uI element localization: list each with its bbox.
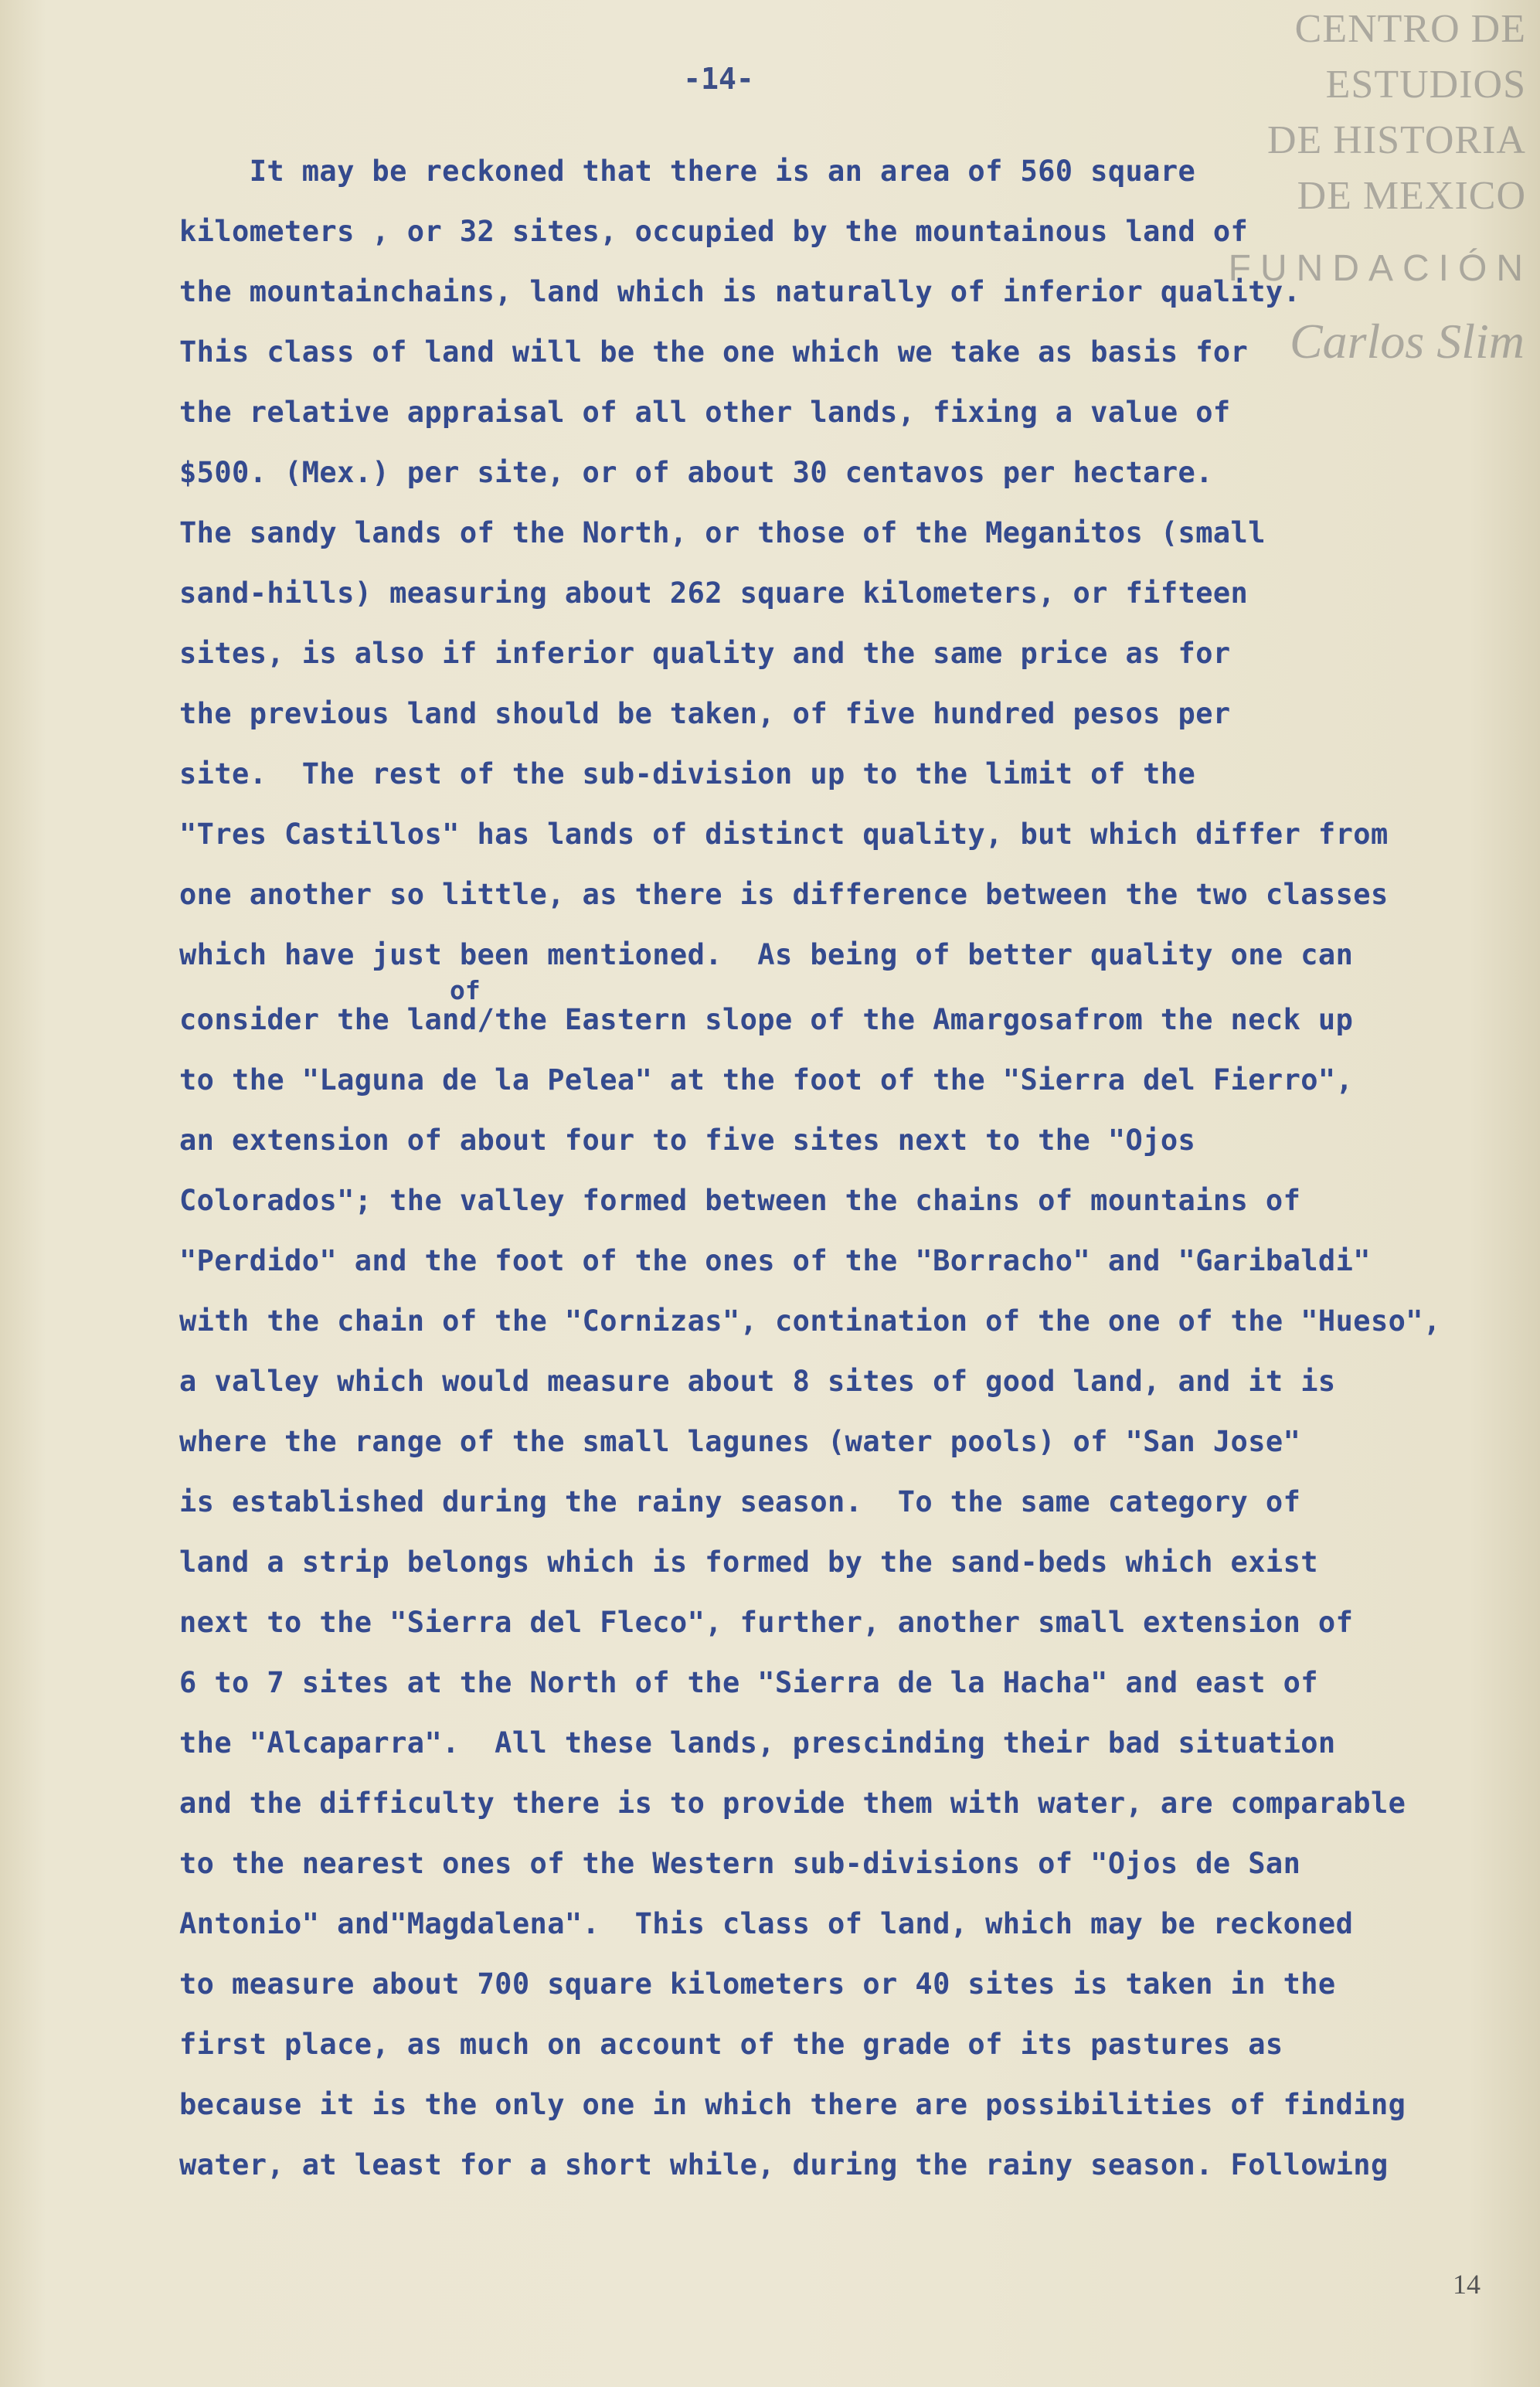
stamp-foundation: FUNDACIÓN [1228,248,1532,289]
text-line: which have just been mentioned. As being of better quality one can [179,938,1354,971]
text-line: with the chain of the "Cornizas", contination of the one of the "Hueso", [179,1304,1441,1338]
corner-page-number: 14 [1453,2269,1481,2300]
text-line: This class of land will be the one which we take as basis for [179,335,1249,369]
stamp-line: DE HISTORIA [1266,118,1526,162]
stamp-signature: Carlos Slim [1289,314,1525,369]
text-line: an extension of about four to five sites next to the "Ojos [179,1124,1196,1157]
text-line: land a strip belongs which is formed by the sand-beds which exist [179,1545,1318,1579]
text-line: The sandy lands of the North, or those of the Meganitos (small [179,516,1266,549]
archive-stamp [1215,0,1540,386]
interlinear-insert: of [450,975,481,1005]
text-line: one another so little, as there is difference between the two classes [179,878,1389,911]
text-line: a valley which would measure about 8 sites of good land, and it is [179,1365,1336,1398]
text-line: is established during the rainy season. To the same category of [179,1485,1301,1518]
text-line: "Tres Castillos" has lands of distinct quality, but which differ from [179,818,1389,851]
text-line: first place, as much on account of the grade of its pastures as [179,2028,1283,2061]
stamp-line: DE MEXICO [1297,174,1526,218]
text-line: where the range of the small lagunes (water pools) of "San Jose" [179,1425,1301,1458]
text-line: sites, is also if inferior quality and the same price as for [179,637,1231,670]
text-line: Colorados"; the valley formed between the chains of mountains of [179,1184,1301,1217]
text-line: the mountainchains, land which is naturally of inferior quality. [179,275,1301,308]
text-line: because it is the only one in which there are possibilities of finding [179,2088,1406,2121]
text-line: the previous land should be taken, of five hundred pesos per [179,697,1231,730]
text-line: the relative appraisal of all other lands, fixing a value of [179,396,1231,429]
text-line: the "Alcaparra". All these lands, prescinding their bad situation [179,1726,1336,1760]
text-line: "Perdido" and the foot of the ones of the "Borracho" and "Garibaldi" [179,1244,1371,1277]
text-line: next to the "Sierra del Fleco", further, another small extension of [179,1606,1354,1639]
text-line: to the nearest ones of the Western sub-divisions of "Ojos de San [179,1847,1301,1880]
stamp-line: CENTRO DE [1294,7,1526,51]
page-number: -14- [683,62,754,96]
text-line: to measure about 700 square kilometers or 40 sites is taken in the [179,1967,1336,2001]
text-line: consider the land/the Eastern slope of the Amargosafrom the neck up [179,1003,1354,1036]
text-line: to the "Laguna de la Pelea" at the foot of the "Sierra del Fierro", [179,1063,1354,1097]
text-line: 6 to 7 sites at the North of the "Sierra de la Hacha" and east of [179,1666,1318,1699]
text-line: $500. (Mex.) per site, or of about 30 centavos per hectare. [179,456,1213,489]
text-line: It may be reckoned that there is an area of 560 square [179,155,1196,188]
text-line: kilometers , or 32 sites, occupied by the mountainous land of [179,215,1249,248]
text-line: water, at least for a short while, during the rainy season. Following [179,2148,1389,2181]
stamp-line: ESTUDIOS [1325,63,1526,107]
text-line: Antonio" and"Magdalena". This class of land, which may be reckoned [179,1907,1354,1940]
text-line: sand-hills) measuring about 262 square kilometers, or fifteen [179,576,1249,610]
text-line: site. The rest of the sub-division up to the limit of the [179,757,1196,791]
text-line: and the difficulty there is to provide them with water, are comparable [179,1787,1406,1820]
